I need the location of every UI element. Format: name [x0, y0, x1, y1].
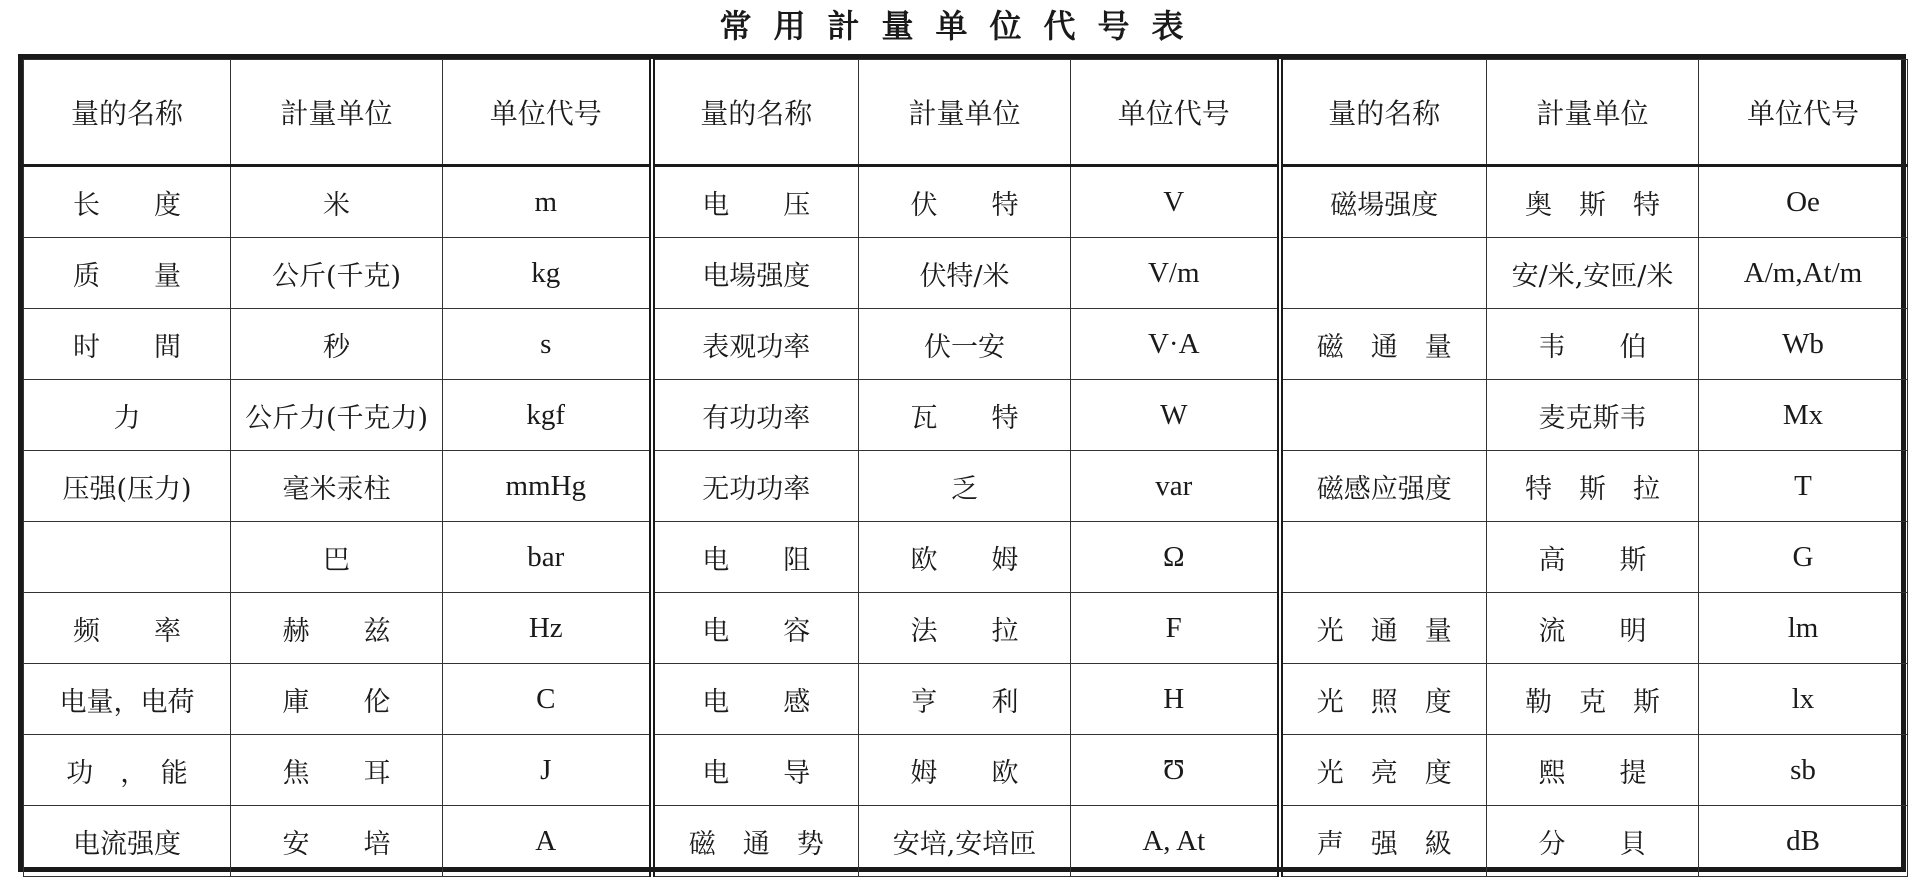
unit-cell: 赫 兹	[231, 593, 443, 664]
quantity-name-cell: 有功功率	[652, 380, 859, 451]
unit-symbol-cell: Oe	[1699, 166, 1908, 238]
unit-symbol-cell: dB	[1699, 806, 1908, 877]
unit-symbol-cell: Ω	[1071, 522, 1280, 593]
table-row	[24, 593, 1908, 664]
unit-cell: 流 明	[1487, 593, 1699, 664]
quantity-name-cell	[1280, 238, 1487, 309]
unit-cell: 庫 伦	[231, 664, 443, 735]
unit-symbol-cell: var	[1071, 451, 1280, 522]
unit-symbol-cell: F	[1071, 593, 1280, 664]
unit-cell: 巴	[231, 522, 443, 593]
quantity-name-cell: 声 强 級	[1280, 806, 1487, 877]
table-row	[24, 806, 1908, 877]
unit-cell: 瓦 特	[859, 380, 1071, 451]
quantity-name-cell: 光 照 度	[1280, 664, 1487, 735]
quantity-name-cell: 磁感应强度	[1280, 451, 1487, 522]
unit-symbol-cell: lm	[1699, 593, 1908, 664]
header-unit-symbol: 单位代号	[443, 60, 652, 166]
unit-cell: 姆 欧	[859, 735, 1071, 806]
unit-cell: 安培,安培匝	[859, 806, 1071, 877]
quantity-name-cell: 功 ， 能	[24, 735, 231, 806]
unit-table	[23, 59, 1908, 877]
header-unit: 計量单位	[859, 60, 1071, 166]
quantity-name-cell: 电 压	[652, 166, 859, 238]
unit-cell: 麦克斯韦	[1487, 380, 1699, 451]
quantity-name-cell: 长 度	[24, 166, 231, 238]
unit-symbol-cell: V·A	[1071, 309, 1280, 380]
unit-cell: 安/米,安匝/米	[1487, 238, 1699, 309]
unit-cell: 公斤力(千克力)	[231, 380, 443, 451]
quantity-name-cell: 电 阻	[652, 522, 859, 593]
unit-symbol-cell: mmHg	[443, 451, 652, 522]
unit-symbol-cell: W	[1071, 380, 1280, 451]
unit-symbol-cell: Mx	[1699, 380, 1908, 451]
unit-cell: 秒	[231, 309, 443, 380]
unit-cell: 安 培	[231, 806, 443, 877]
table-body	[24, 166, 1908, 877]
header-quantity-name: 量的名称	[652, 60, 859, 166]
unit-symbol-cell: A	[443, 806, 652, 877]
header-quantity-name: 量的名称	[24, 60, 231, 166]
quantity-name-cell: 表观功率	[652, 309, 859, 380]
quantity-name-cell: 电 容	[652, 593, 859, 664]
header-unit: 計量单位	[231, 60, 443, 166]
header-unit-symbol: 单位代号	[1699, 60, 1908, 166]
unit-cell: 韦 伯	[1487, 309, 1699, 380]
table-row	[24, 166, 1908, 238]
quantity-name-cell: 磁 通 势	[652, 806, 859, 877]
table-row	[24, 380, 1908, 451]
unit-cell: 特 斯 拉	[1487, 451, 1699, 522]
quantity-name-cell: 电量，电荷	[24, 664, 231, 735]
table-title: 常用計量单位代号表	[719, 7, 1206, 45]
unit-cell: 乏	[859, 451, 1071, 522]
quantity-name-cell: 电流强度	[24, 806, 231, 877]
header-row	[24, 60, 1908, 166]
table-row	[24, 451, 1908, 522]
header-unit-symbol: 单位代号	[1071, 60, 1280, 166]
unit-cell: 勒 克 斯	[1487, 664, 1699, 735]
unit-symbol-cell: lx	[1699, 664, 1908, 735]
unit-cell: 伏一安	[859, 309, 1071, 380]
unit-cell: 奥 斯 特	[1487, 166, 1699, 238]
unit-symbol-cell: kg	[443, 238, 652, 309]
unit-symbol-cell: s	[443, 309, 652, 380]
quantity-name-cell: 磁場强度	[1280, 166, 1487, 238]
unit-cell: 欧 姆	[859, 522, 1071, 593]
header-unit: 計量单位	[1487, 60, 1699, 166]
unit-cell: 高 斯	[1487, 522, 1699, 593]
quantity-name-cell: 无功功率	[652, 451, 859, 522]
unit-cell: 伏特/米	[859, 238, 1071, 309]
quantity-name-cell	[24, 522, 231, 593]
unit-symbol-cell: G	[1699, 522, 1908, 593]
unit-symbol-cell: V	[1071, 166, 1280, 238]
unit-symbol-cell: Hz	[443, 593, 652, 664]
unit-symbol-cell: V/m	[1071, 238, 1280, 309]
table-row	[24, 238, 1908, 309]
unit-cell: 伏 特	[859, 166, 1071, 238]
unit-cell: 毫米汞柱	[231, 451, 443, 522]
unit-symbol-cell: T	[1699, 451, 1908, 522]
quantity-name-cell: 电場强度	[652, 238, 859, 309]
unit-symbol-cell: m	[443, 166, 652, 238]
header-quantity-name: 量的名称	[1280, 60, 1487, 166]
quantity-name-cell: 压强(压力)	[24, 451, 231, 522]
unit-symbol-cell: J	[443, 735, 652, 806]
unit-cell: 公斤(千克)	[231, 238, 443, 309]
unit-symbol-cell: H	[1071, 664, 1280, 735]
quantity-name-cell	[1280, 380, 1487, 451]
unit-cell: 分 貝	[1487, 806, 1699, 877]
quantity-name-cell: 质 量	[24, 238, 231, 309]
unit-cell: 熙 提	[1487, 735, 1699, 806]
quantity-name-cell: 电 导	[652, 735, 859, 806]
table-row	[24, 664, 1908, 735]
table-row	[24, 522, 1908, 593]
unit-symbol-cell: kgf	[443, 380, 652, 451]
quantity-name-cell: 光 亮 度	[1280, 735, 1487, 806]
unit-cell: 亨 利	[859, 664, 1071, 735]
unit-symbol-cell: A, At	[1071, 806, 1280, 877]
unit-symbol-cell: Ʊ	[1071, 735, 1280, 806]
quantity-name-cell	[1280, 522, 1487, 593]
unit-symbol-cell: A/m,At/m	[1699, 238, 1908, 309]
quantity-name-cell: 频 率	[24, 593, 231, 664]
quantity-name-cell: 电 感	[652, 664, 859, 735]
quantity-name-cell: 时 間	[24, 309, 231, 380]
unit-cell: 焦 耳	[231, 735, 443, 806]
table-row	[24, 309, 1908, 380]
quantity-name-cell: 磁 通 量	[1280, 309, 1487, 380]
unit-symbol-cell: Wb	[1699, 309, 1908, 380]
unit-symbol-cell: C	[443, 664, 652, 735]
table-row	[24, 735, 1908, 806]
quantity-name-cell: 力	[24, 380, 231, 451]
unit-cell: 法 拉	[859, 593, 1071, 664]
quantity-name-cell: 光 通 量	[1280, 593, 1487, 664]
unit-table-frame	[18, 54, 1906, 872]
unit-symbol-cell: sb	[1699, 735, 1908, 806]
unit-cell: 米	[231, 166, 443, 238]
unit-symbol-cell: bar	[443, 522, 652, 593]
